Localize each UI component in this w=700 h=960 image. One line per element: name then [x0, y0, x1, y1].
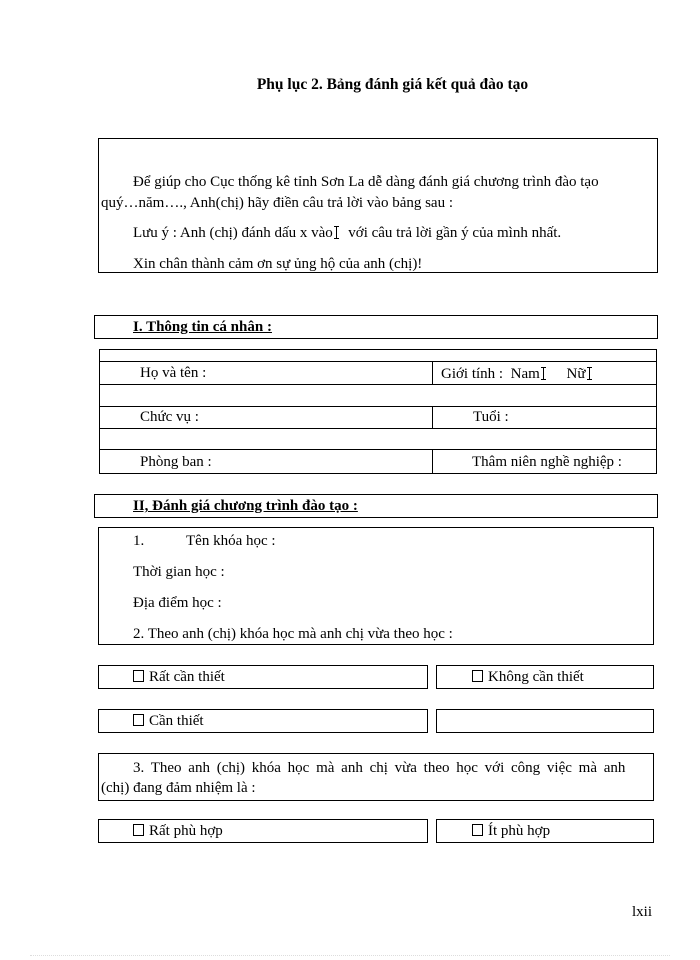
female-label: Nữ — [566, 366, 586, 382]
checkbox-icon — [133, 824, 144, 836]
department-label: Phòng ban : — [140, 454, 212, 470]
intro-note — [133, 224, 561, 242]
checkbox-icon — [133, 714, 144, 726]
intro-line-2: quý…năm…., Anh(chị) hãy điền câu trả lời vào bảng sau : — [101, 195, 454, 211]
question-3-line-2: (chị) đang đảm nhiệm là : — [101, 780, 256, 796]
position-label: Chức vụ : — [140, 409, 199, 425]
section2-heading: II, Đánh giá chương trình đào tạo : — [133, 498, 358, 514]
option-very-necessary-label: Rất cần thiết — [133, 669, 225, 686]
seniority-label: Thâm niên nghề nghiệp : — [472, 454, 622, 470]
option-less-suitable-label: Ít phù hợp — [472, 823, 550, 840]
page-title: Phụ lục 2. Bảng đánh giá kết quả đào tạo — [256, 76, 529, 93]
course-place-label: Địa điểm học : — [133, 595, 222, 611]
option-necessary-label: Cần thiết — [133, 713, 204, 730]
name-label: Họ và tên : — [140, 365, 207, 381]
checkbox-icon — [472, 670, 483, 682]
checkbox-icon — [336, 226, 338, 239]
section1-heading: I. Thông tin cá nhân : — [133, 319, 272, 335]
course-name-label: Tên khóa học : — [186, 533, 276, 549]
intro-note-before: Lưu ý : Anh (chị) đánh dấu x vào — [133, 225, 333, 241]
intro-line-1: Để giúp cho Cục thống kê tỉnh Sơn La dễ dàng đánh giá chương trình đào tạo — [133, 174, 599, 190]
course-time-label: Thời gian học : — [133, 564, 225, 580]
q1-number: 1. — [133, 533, 145, 549]
option-empty — [436, 709, 654, 733]
checkbox-icon — [133, 670, 144, 682]
gender-field — [441, 365, 594, 383]
page-number: lxii — [631, 904, 652, 920]
intro-thanks: Xin chân thành cảm ơn sự ủng hộ của anh (chị)! — [133, 256, 423, 272]
male-label: Nam — [510, 366, 540, 382]
option-very-suitable-label: Rất phù hợp — [133, 823, 223, 840]
male-checkbox[interactable] — [543, 367, 545, 380]
question-2: 2. Theo anh (chị) khóa học mà anh chị vừa theo học : — [133, 626, 453, 642]
question-3-line-1: 3. Theo anh (chị) khóa học mà anh chị vừa theo học với công việc mà anh — [133, 760, 626, 776]
female-checkbox[interactable] — [589, 367, 591, 380]
bottom-rule — [30, 955, 670, 956]
intro-note-after: với câu trả lời gần ý của mình nhất. — [348, 225, 562, 241]
checkbox-icon — [472, 824, 483, 836]
age-label: Tuổi : — [473, 409, 509, 425]
gender-label: Giới tính : — [441, 366, 504, 382]
option-not-necessary-label: Không cần thiết — [472, 669, 584, 686]
